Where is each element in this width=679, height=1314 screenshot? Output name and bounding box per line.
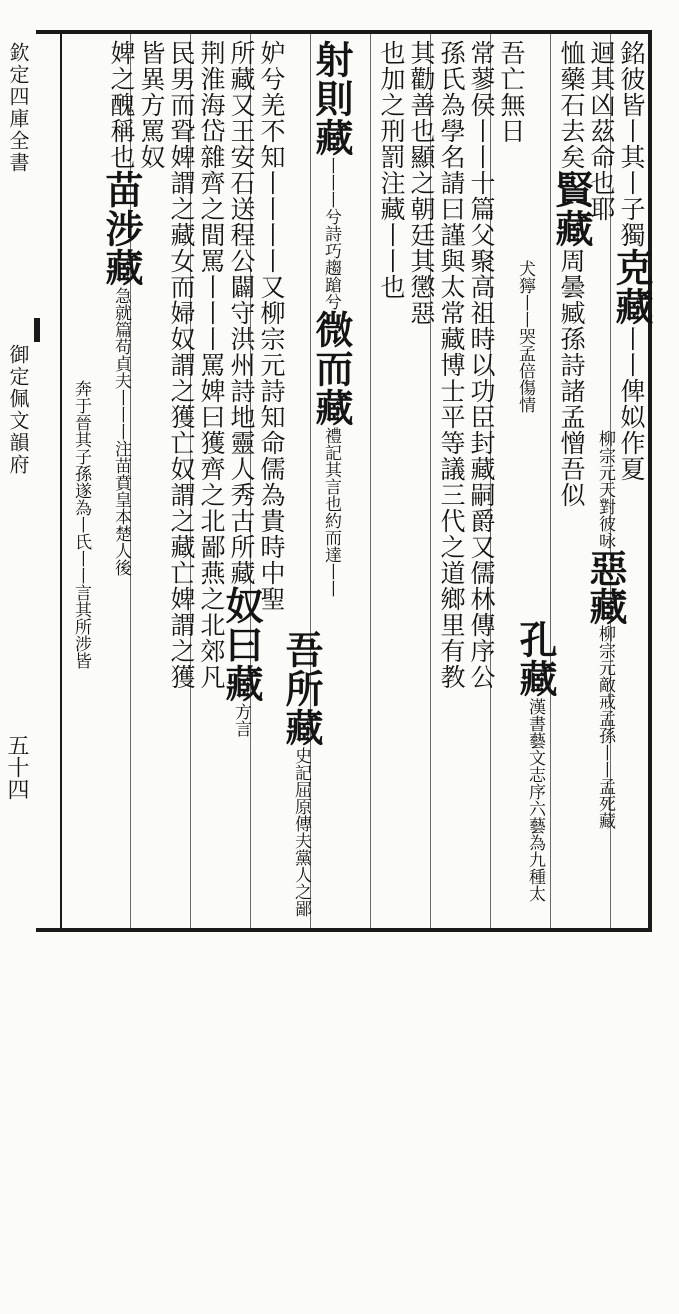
headword: 克藏 xyxy=(609,248,654,326)
text-column: 常蓼侯丨丨十篇父聚高祖時以功臣封藏嗣爵又儒林傳序公 xyxy=(467,40,496,690)
frame-right-border xyxy=(648,30,652,932)
text-column: 吾亡無日 xyxy=(497,40,526,144)
headword: 射則藏 xyxy=(309,40,354,157)
text-column: 吾所藏史記屈原傳夫黨人之鄙 xyxy=(279,630,324,917)
text-column: 銘彼皆丨其丨子獨克藏丨丨俾姒作夏 xyxy=(609,40,654,482)
margin-strip xyxy=(0,34,60,928)
page-number: 五十四 xyxy=(4,734,29,800)
margin-top-fragment: 欽定四庫全書 xyxy=(6,42,30,174)
text-column: 妒兮羌不知丨丨丨丨又柳宗元詩知命儒為貴時中聖 xyxy=(257,40,286,612)
text-column: 所藏又王安石送程公闢守洪州詩地靈人秀古所藏奴曰藏方言 xyxy=(219,40,264,737)
margin-book-title: 御定佩文韻府 xyxy=(6,344,30,476)
text-column: 孫氏為學名請曰謹與太常藏博士平等議三代之道鄉里有教 xyxy=(437,40,466,690)
text-column: 皆異方罵奴 xyxy=(137,40,166,170)
text-column: 其勸善也顯之朝廷其懲惡 xyxy=(407,40,436,326)
text-column: 迴其凶茲命也耶 xyxy=(587,40,616,222)
frame-bottom-border xyxy=(36,928,652,932)
frame-left-border xyxy=(60,30,62,932)
text-column: 孔藏漢書藝文志序六藝為九種太 xyxy=(513,620,558,902)
text-column: 也加之刑罰注藏丨丨也 xyxy=(377,40,406,300)
frame-top-border xyxy=(36,30,652,34)
headword: 奴曰藏 xyxy=(219,586,264,703)
headword: 惡藏 xyxy=(583,549,628,625)
headword: 苗涉藏 xyxy=(99,170,144,287)
annotation-column: 柳宗元天對彼咏惡藏柳宗元敵戒孟孫丨丨孟死藏 xyxy=(583,430,628,829)
annotation-column: 奔于晉其子孫遂為丨氏丨丨言其所涉皆 xyxy=(71,380,91,669)
text-column: 射則藏丨丨丨兮詩巧趨蹌兮微而藏禮記其言也約而達丨丨 xyxy=(309,40,354,597)
margin-fish-tail-mark xyxy=(34,318,40,342)
text-column: 荆淮海岱雜齊之間罵丨丨丨罵婢曰獲齊之北鄙燕之北郊凡 xyxy=(197,40,226,690)
headword: 孔藏 xyxy=(513,620,558,698)
column-rule xyxy=(550,34,551,928)
headword: 賢藏 xyxy=(549,170,594,248)
annotation-column: 犬獰丨丨哭孟倍傷情 xyxy=(515,260,535,413)
text-column: 民男而聓婢謂之藏女而婦奴謂之獲亡奴謂之藏亡婢謂之獲 xyxy=(167,40,196,690)
text-column: 婢之醜稱也苗涉藏急就篇苟貞夫丨丨丨注苗賁皇本楚人後 xyxy=(99,40,144,576)
text-column: 恤藥石去矣賢藏周曇臧孫詩諸孟憎吾似 xyxy=(549,40,594,508)
headword: 微而藏 xyxy=(309,310,354,427)
headword: 吾所藏 xyxy=(279,630,324,747)
column-rule xyxy=(370,34,371,928)
